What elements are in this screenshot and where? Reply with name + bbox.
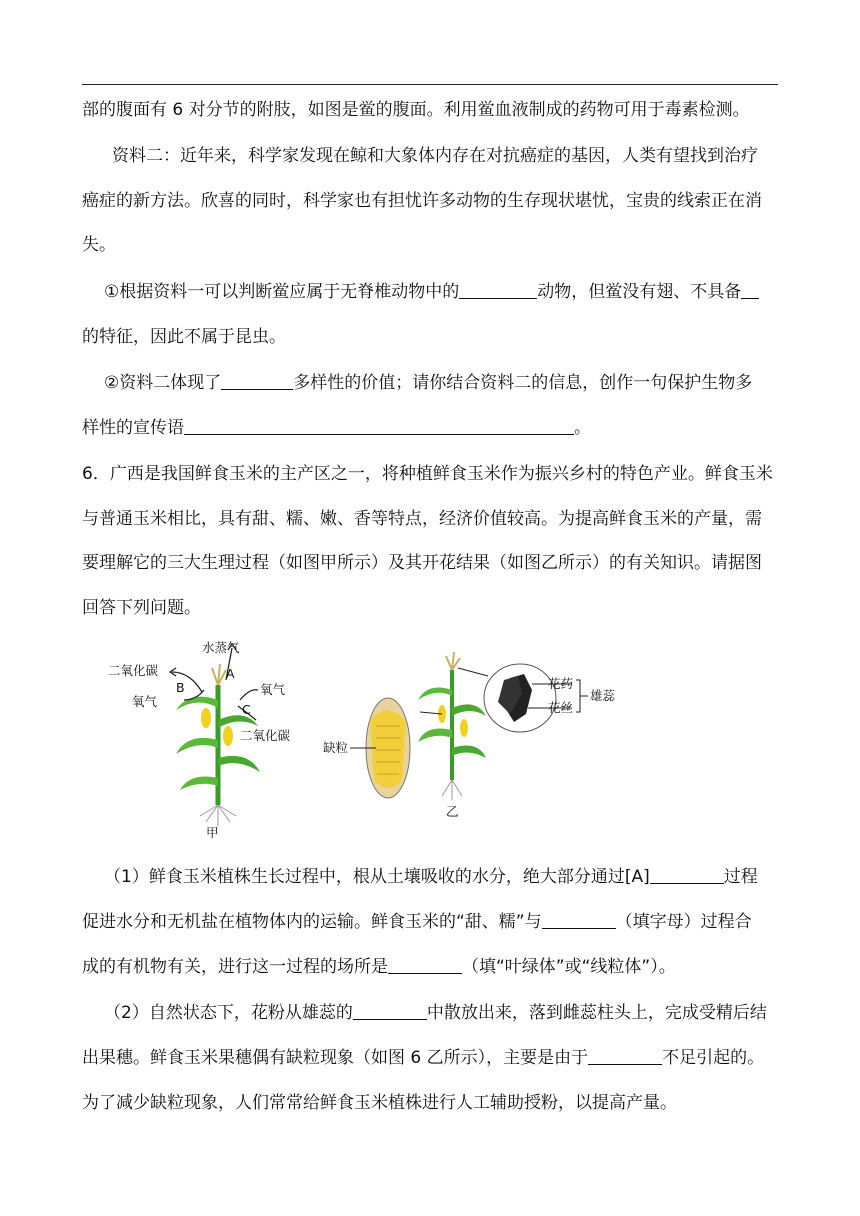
text-segment: 过程 xyxy=(723,867,758,887)
label-yi: 乙 xyxy=(446,804,459,819)
answer-blank[interactable] xyxy=(650,865,724,884)
question-line xyxy=(82,1046,782,1070)
text-line: 部的腹面有 6 对分节的附肢，如图是鲎的腹面。利用鲎血液制成的药物可用于毒素检测。 xyxy=(82,100,750,120)
text-line: 失。 xyxy=(82,235,116,255)
text-segment: 中散放出来，落到雌蕊柱头上，完成受精后结 xyxy=(426,1003,767,1023)
label-jia: 甲 xyxy=(206,825,219,840)
label-b: B xyxy=(176,680,185,695)
label-huasi: 花丝 xyxy=(548,700,574,715)
text-segment: ①根据资料一可以判断鲎应属于无脊椎动物中的 xyxy=(104,282,460,302)
answer-blank[interactable] xyxy=(542,910,616,929)
text-segment: （2）自然状态下，花粉从雄蕊的 xyxy=(104,1003,353,1023)
label-co2-bottom: 二氧化碳 xyxy=(240,728,291,743)
answer-blank[interactable] xyxy=(221,371,293,390)
text-segment: 不足引起的。 xyxy=(662,1048,765,1068)
text-segment: 促进水分和无机盐在植物体内的运输。鲜食玉米的“甜、糯”与 xyxy=(82,912,542,932)
text-line: 癌症的新方法。欣喜的同时，科学家也有担忧许多动物的生存现状堪忧，宝贵的线索正在消 xyxy=(82,191,762,211)
question-line xyxy=(82,955,782,979)
text-segment: 多样性的价值；请你结合资料二的信息，创作一句保护生物多 xyxy=(293,373,753,393)
label-o2-left: 氧气 xyxy=(132,694,158,709)
label-c: C xyxy=(242,702,251,717)
answer-blank[interactable] xyxy=(184,416,574,435)
text-segment: 成的有机物有关，进行这一过程的场所是 xyxy=(82,957,388,977)
question-line xyxy=(104,280,804,304)
answer-blank[interactable] xyxy=(388,955,462,974)
text-line: 要理解它的三大生理过程（如图甲所示）及其开花结果（如图乙所示）的有关知识。请据图 xyxy=(82,553,762,573)
corn-diagram-svg xyxy=(80,630,660,850)
text-line: 资料二：近年来，科学家发现在鲸和大象体内存在对抗癌症的基因，人类有望找到治疗 xyxy=(112,146,758,166)
text-line: 为了减少缺粒现象，人们常常给鲜食玉米植株进行人工辅助授粉，以提高产量。 xyxy=(82,1093,677,1113)
corn-plant-yi xyxy=(418,652,486,800)
corn-plant-jia xyxy=(176,664,260,826)
question-line xyxy=(104,371,804,395)
text-segment: （填字母）过程合 xyxy=(615,912,752,932)
question-line xyxy=(82,416,782,440)
text-line: 6．广西是我国鲜食玉米的主产区之一，将种植鲜食玉米作为振兴乡村的特色产业。鲜食玉米 xyxy=(82,464,773,484)
text-segment: 样性的宣传语 xyxy=(82,418,184,438)
text-segment: 出果穗。鲜食玉米果穗偶有缺粒现象（如图 6 乙所示），主要是由于 xyxy=(82,1048,589,1068)
answer-blank[interactable] xyxy=(588,1046,662,1065)
corn-diagram xyxy=(80,630,660,850)
text-segment: （1）鲜食玉米植株生长过程中，根从土壤吸收的水分，绝大部分通过[A] xyxy=(104,867,650,887)
label-o2-right: 氧气 xyxy=(260,682,286,697)
text-line: 回答下列问题。 xyxy=(82,598,201,618)
question-line xyxy=(82,910,782,934)
text-line: 的特征，因此不属于昆虫。 xyxy=(82,327,286,347)
text-segment: （填“叶绿体”或“线粒体”）。 xyxy=(462,957,676,977)
label-xiongrui: 雄蕊 xyxy=(590,688,616,703)
label-co2-top: 二氧化碳 xyxy=(108,663,159,678)
header-rule xyxy=(82,84,778,85)
text-segment: ②资料二体现了 xyxy=(104,373,222,393)
answer-blank[interactable] xyxy=(353,1001,427,1020)
text-line: 与普通玉米相比，具有甜、糯、嫩、香等特点，经济价值较高。为提高鲜食玉米的产量，需 xyxy=(82,509,762,529)
label-steam: 水蒸气 xyxy=(202,640,240,655)
text-segment: 动物，但鲎没有翅、不具备 xyxy=(537,282,742,302)
stamen-detail xyxy=(484,664,556,732)
label-queli: 缺粒 xyxy=(323,740,349,755)
answer-blank[interactable] xyxy=(459,280,537,299)
label-huayao: 花药 xyxy=(548,676,574,691)
question-line xyxy=(104,1001,804,1025)
text-segment: 。 xyxy=(574,418,591,438)
label-a: A xyxy=(226,666,235,681)
question-line xyxy=(104,865,804,889)
answer-blank[interactable] xyxy=(741,280,759,299)
